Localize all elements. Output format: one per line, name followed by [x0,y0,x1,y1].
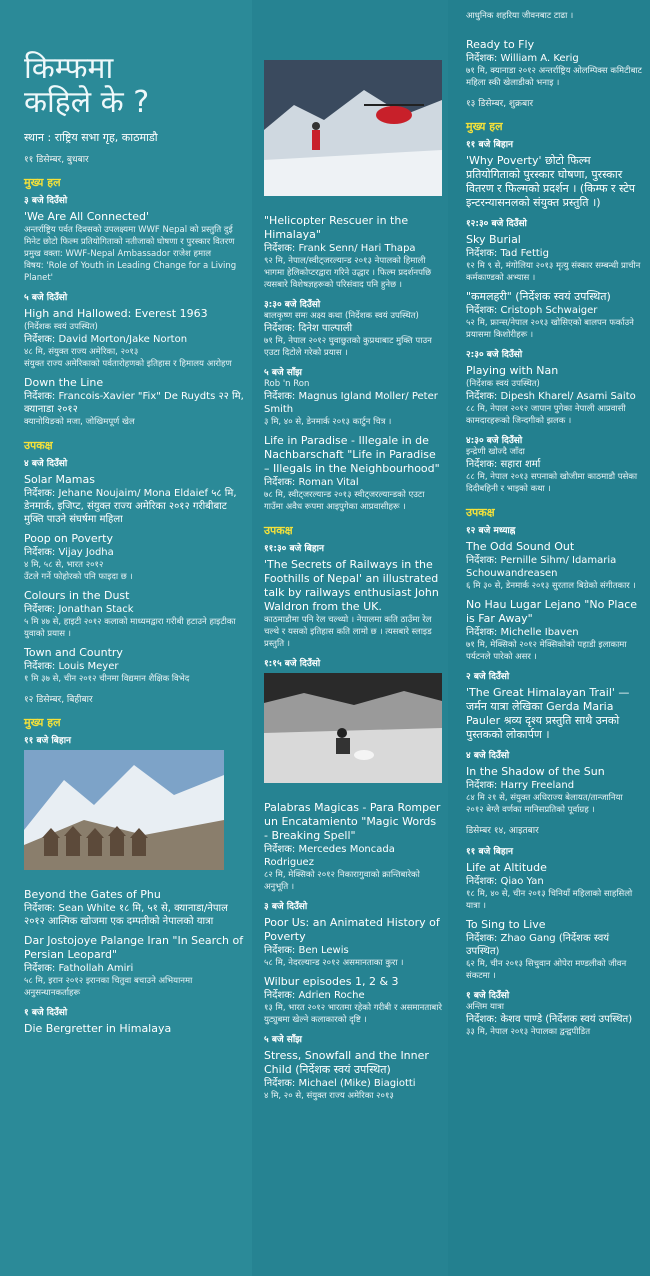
event [264,214,442,291]
event-director: निर्देशक: Pernille Sihm/ Idamaria Schouwandreasen [466,555,617,579]
date-header: डिसेम्बर १४, आइतबार [466,826,539,836]
event-desc: उँटले गर्ने फोहोरको पनि फाइदा छ । [24,572,133,582]
event-meta: ५२ मि, फ्रान्स/नेपाल २०१३ खोसिएको बालपन फर्काउने प्रयासमा किशोरीहरू । [466,318,634,340]
event-title: Die Bergretter in Himalaya [24,1022,172,1035]
time-slot: ५ बजे साँझ [264,368,302,378]
time-slot: २ बजे दिउँसो [466,672,510,682]
event-director: निर्देशक: Adrien Roche [264,990,365,1001]
event-director: निर्देशक: William A. Kerig [466,53,579,64]
event-director: निर्देशक: Harry Freeland [466,780,575,791]
hall-title: उपकक्ष [264,524,293,537]
time-slot: १ बजे दिउँसो [24,1008,68,1018]
event [466,861,642,912]
date-header: १३ डिसेम्बर, शुक्रबार [466,99,534,109]
event-director: निर्देशक: Michael (Mike) Biagiotti [264,1078,416,1089]
event [466,154,642,210]
event [264,1049,442,1102]
time-slot: ११:३० बजे बिहान [264,544,324,554]
event-meta: १३ मि, भारत २०१२ भारतमा रहेको गरीबी र असमानताबारे युट्युबमा खेल्ने कलाकारको दृष्टि । [264,1003,442,1025]
event-title: "Helicopter Rescuer in the Himalaya" [264,214,409,241]
heading-line-2: कहिले के ? [24,85,150,120]
event [24,646,244,685]
event-title: Palabras Magicas - Para Romper un Encatamiento "Magic Words - Breaking Spell" [264,801,441,842]
column-2 [252,0,448,1276]
helicopter-rescue-photo [264,60,442,196]
heading-line-1: किम्फमा [24,51,114,86]
event-director: निर्देशक: Roman Vital [264,477,359,488]
column-3 [448,0,650,1276]
event-note: (निर्देशक स्वयं उपस्थित) [466,379,540,389]
event-title: बालकृष्ण समः अक्ष्य कथा (निर्देशक स्वयं उपस्थित) [264,311,419,321]
event-director: निर्देशक: Sean White १८ मि, ५१ से, क्यानाडा/नेपाल २०१२ आत्मिक खोजमा एक दम्पतीको नेपालको यात्रा [24,903,228,927]
event [24,210,244,284]
event-title: Dar Jostojoye Palange Iran "In Search of Persian Leopard" [24,934,244,961]
event [264,801,442,893]
event [264,310,442,359]
event-meta: १ मि ३७ से, चीन २०१२ चीनमा विद्यमान शैक्षिक विभेद [24,674,190,684]
event-meta: ६२ मि, चीन २०१३ सिचुवान ओपेरा मण्डलीको जीवन संकटमा । [466,959,627,981]
time-slot: १:१५ बजे दिउँसो [264,659,321,669]
event [466,540,642,592]
event [264,378,442,428]
event-meta: १८ मि, ४० से, चीन २०१३ चिनियाँ महिलाको साहसिलो यात्रा । [466,889,633,911]
event-title: Wilbur episodes 1, 2 & 3 [264,975,399,988]
venue: स्थान : राष्ट्रिय सभा गृह, काठमाडौ [24,131,158,144]
event-title: Down the Line [24,376,104,389]
event-meta: ९२ मि, नेपाल/स्वीट्जरल्यान्ड २०१३ नेपालको हिमाली भागमा हेलिकोप्टरद्वारा गरिने उद्धार । फिल्म प्रदर्शनपछि त्यसबारे विशेषज्ञहरूको परिसंवाद पनि हुनेछ । [264,256,432,290]
event-meta: ४८ मि, संयुक्त राज्य अमेरिका, २०१३ [24,347,139,357]
time-slot: ५ बजे दिउँसो [24,293,68,303]
event-meta: १२ मि ९ से, मंगोलिया २०१३ मृत्यु संस्कार सम्बन्धी प्राचीन कर्मकाण्डको अभ्यास । [466,261,641,283]
time-slot: ११ बजे बिहान [466,140,514,150]
event [264,434,442,513]
event-director: निर्देशक: Magnus Igland Moller/ Peter Smith [264,391,438,415]
event-director: निर्देशक: Louis Meyer [24,661,119,672]
column-1 [0,0,252,1276]
event-director: निर्देशक: केशव पाण्डे (निर्देशक स्वयं उपस्थित) [466,1014,633,1025]
event-meta: ५८ मि, इरान २०१२ इरानका चितुवा बचाउने अभियानमा अनुसन्धानकर्ताहरू [24,976,193,998]
event-title: 'Why Poverty' छोटो फिल्म प्रतियोगिताको पुरस्कार घोषणा, पुरस्कार वितरण र फिल्मको प्रदर्शन । (किम्फ र स्टेप इन्टरन्यासनलको संयुक्त प्रस्तुति ।) [466,154,636,209]
event-director: निर्देशक: Vijay Jodha [24,547,114,558]
event-title: The Odd Sound Out [466,540,575,553]
time-slot: ३:३० बजे दिउँसो [264,300,321,310]
hall-title: उपकक्ष [466,506,495,519]
event [264,916,442,969]
event-title: 'We Are All Connected' [24,210,149,223]
event-title: Poor Us: an Animated History of Poverty [264,916,440,943]
event [264,558,442,650]
event-meta: ७१ मि, नेपाल २०१२ घुवाछुतको कुप्रथाबाट मुक्ति पाउन एउटा दिटोले गरेको प्रयास । [264,336,432,358]
event-director: निर्देशक: Jehane Noujaim/ Mona Eldaief ५८ मि, डेनमार्क, इजिप्ट, संयुक्त राज्य अमेरिका २०१२ गरीबीबाट मुक्ति पाउने संघर्षमा महिला [24,488,237,525]
hall-title: उपकक्ष [24,439,53,452]
event-title: इन्द्रेणी खोज्दै जाँदा [466,447,525,457]
event-title: Ready to Fly [466,38,535,51]
event [24,934,244,999]
event-title: In the Shadow of the Sun [466,765,605,778]
continued-text: आधुनिक शहरिया जीवनबाट टाढा । [466,11,574,21]
time-slot: ४:३० बजे दिउँसो [466,436,523,446]
event-title: "कमलहरी" (निर्देशक स्वयं उपस्थित) [466,290,611,303]
event-note: (निर्देशक स्वयं उपस्थित) [24,322,98,332]
time-slot: ११ बजे बिहान [466,847,514,857]
event-desc: संयुक्त राज्य अमेरिकाको पर्वतारोहणको इतिहास र हिमालय आरोहण [24,359,232,369]
event [466,364,642,427]
event-director: निर्देशक: David Morton/Jake Norton [24,334,188,345]
event [24,589,244,640]
event-title: Stress, Snowfall and the Inner Child (निर्देशक स्वयं उपस्थित) [264,1049,429,1076]
event-title: Town and Country [24,646,123,659]
event-title: Rob 'n Ron [264,379,310,389]
event-meta: काठमाडौमा पनि रेल चल्थ्यो । नेपालमा कति ठाउँमा रेल चल्थे र यसको इतिहास कति लामो छ । त्यसबारे स्लाइड प्रस्तुति । [264,615,432,649]
event-director: निर्देशक: Cristoph Schwaiger [466,305,598,316]
event-director: निर्देशक: Dipesh Kharel/ Asami Saito [466,391,636,402]
event [466,1001,642,1038]
snowfield-person-photo [264,673,442,783]
event-director: निर्देशक: Frank Senn/ Hari Thapa [264,243,416,254]
time-slot: ३ बजे दिउँसो [264,902,308,912]
event [466,38,642,89]
event [466,765,642,816]
event-title: अन्तिम यात्रा [466,1002,504,1012]
time-slot: ४ बजे दिउँसो [24,459,68,469]
event-meta: ६ मि ३० से, डेनमार्क २०१३ सुरताल बिग्रेको संगीतकार । [466,581,636,591]
event-director: निर्देशक: Tad Fettig [466,248,549,259]
event-director: निर्देशक: Francois-Xavier "Fix" De Ruydts २२ मि, क्यानाडा २०१२ [24,391,244,415]
time-slot: ११ बजे बिहान [24,736,72,746]
event-director: निर्देशक: दिनेश पाल्पाली [264,323,353,334]
event [264,975,442,1026]
mountain-stupa-photo [24,750,224,870]
event-title: 'The Great Himalayan Trail' — जर्मन यात्रा लेखिका Gerda Maria Pauler श्रव्य दृश्य प्रस्तुति साथै उनको पुस्तकको लोकार्पण । [466,686,630,741]
event-director: निर्देशक: Ben Lewis [264,945,349,956]
event-meta: ८८ मि, नेपाल २०१३ सपनाको खोजीमा काठमाडौ पसेका दिदीबहिनी र भाइको कथा । [466,472,638,494]
time-slot: १२ बजे मध्याह्न [466,526,516,536]
event-title: Sky Burial [466,233,521,246]
event-title: Poop on Poverty [24,532,113,545]
event-meta: ३३ मि, नेपाल २०१३ नेपालका द्वन्द्वपीडित [466,1027,591,1037]
event-director: निर्देशक: Zhao Gang (निर्देशक स्वयं उपस्थित) [466,933,610,957]
event [24,376,244,428]
time-slot: ३ बजे दिउँसो [24,196,68,206]
event [466,918,642,982]
time-slot: २:३० बजे दिउँसो [466,350,523,360]
event [24,473,244,526]
date-header: १२ डिसेम्बर, बिहीबार [24,695,93,705]
event-meta: ४ मि, ५८ से, भारत २०१२ [24,560,104,570]
event-title: Life at Altitude [466,861,547,874]
event-director: निर्देशक: Jonathan Stack [24,604,134,615]
event-desc: अन्तर्राष्ट्रिय पर्वत दिवसको उपलक्ष्यमा WWF Nepal को प्रस्तुति दुई मिनेट छोटो फिल्म प्रतियोगिताको नतीजाको घोषणा र पुरस्कार वितरण [24,225,235,247]
event-director: निर्देशक: Fathollah Amiri [24,963,134,974]
event-title: High and Hallowed: Everest 1963 [24,307,208,320]
event-meta: ७१ मि, क्यानाडा २०१२ अन्तर्राष्ट्रिय ओलम्पिक्स कमिटीबाट महिला स्की खेलाडीको भनाइ । [466,66,642,88]
event-meta: ७८ मि, स्वीट्जरल्यान्ड २०१३ स्वीट्जरल्यान्डको एउटा गाउँमा अवैध रूपमा आइपुगेका आप्रवासीहरू । [264,490,425,512]
time-slot: १२:३० बजे दिउँसो [466,219,527,229]
event-title: Colours in the Dust [24,589,130,602]
date-header: ११ डिसेम्बर, बुधबार [24,155,89,165]
event-meta: ४ मि, २० से, संयुक्त राज्य अमेरिका २०१३ [264,1091,394,1101]
event-meta: ३ मि, ४० से, डेनमार्क २०१३ कार्टुन चित्र । [264,417,392,427]
event-meta: ५८ मि, नेदरल्यान्ड २०१२ असमानताका कुरा । [264,958,404,968]
hall-title: मुख्य हल [466,120,503,133]
hall-title: मुख्य हल [24,716,61,729]
event-meta: ८८ मि, नेपाल २०१२ जापान पुगेका नेपाली आप्रवासी कामदारहरूको जिन्दगीको झलक । [466,404,626,426]
event-desc: क्यानोयिङको मजा, जोखिमपूर्ण खेल [24,417,135,427]
event-meta: ८२ मि, मेक्सिको २०१२ निकारागुवाको क्रान्तिबारेको अनुभूति । [264,870,420,892]
time-slot: ५ बजे साँझ [264,1035,302,1045]
event-director: निर्देशक: Qiao Yan [466,876,544,887]
event-title: Solar Mamas [24,473,95,486]
event-meta: ५ मि ४७ से, हाइटी २०१२ कलाको माध्यमद्वारा गरीबी हटाउने हाइटीका युवाको प्रयास । [24,617,236,639]
event-title: To Sing to Live [466,918,546,931]
event-title: Playing with Nan [466,364,559,377]
event-title: 'The Secrets of Railways in the Foothills of Nepal' an illustrated talk by railways enthusiast John Waldron from the UK. [264,558,439,613]
event-director: निर्देशक: Michelle Ibaven [466,627,579,638]
event [24,532,244,583]
event [466,446,642,495]
event [466,598,642,663]
event [466,233,642,284]
time-slot: १ बजे दिउँसो [466,991,510,1001]
event [466,290,642,341]
hall-title: मुख्य हल [24,176,61,189]
event [24,307,244,370]
event-director: निर्देशक: सहारा शर्मा [466,459,541,470]
event-title: No Hau Lugar Lejano "No Place is Far Away" [466,598,638,625]
event [466,686,642,742]
event [24,888,244,928]
event-title: Beyond the Gates of Phu [24,888,161,901]
event-meta: ७१ मि, मेक्सिको २०१२ मेक्सिकोको पहाडी इलाकामा पर्यटनले पारेको असर । [466,640,627,662]
event-director: निर्देशक: Mercedes Moncada Rodriguez [264,844,395,868]
event-meta: ८४ मि २१ से, संयुक्त अधिराज्य बेलायत/तान्जानिया २०१२ बेग्लै वर्णका मानिसप्रतिको पूर्वाग्रह । [466,793,623,815]
time-slot: ४ बजे दिउँसो [466,751,510,761]
event-title: Life in Paradise - Illegale in de Nachbarschaft "Life in Paradise – Illegals in the Neighbourhood" [264,434,440,475]
event-speaker: प्रमुख वक्ता: WWF-Nepal Ambassador राजेश हमाल [24,249,212,259]
event-topic: विषय: 'Role of Youth in Leading Change for a Living Planet' [24,261,237,283]
